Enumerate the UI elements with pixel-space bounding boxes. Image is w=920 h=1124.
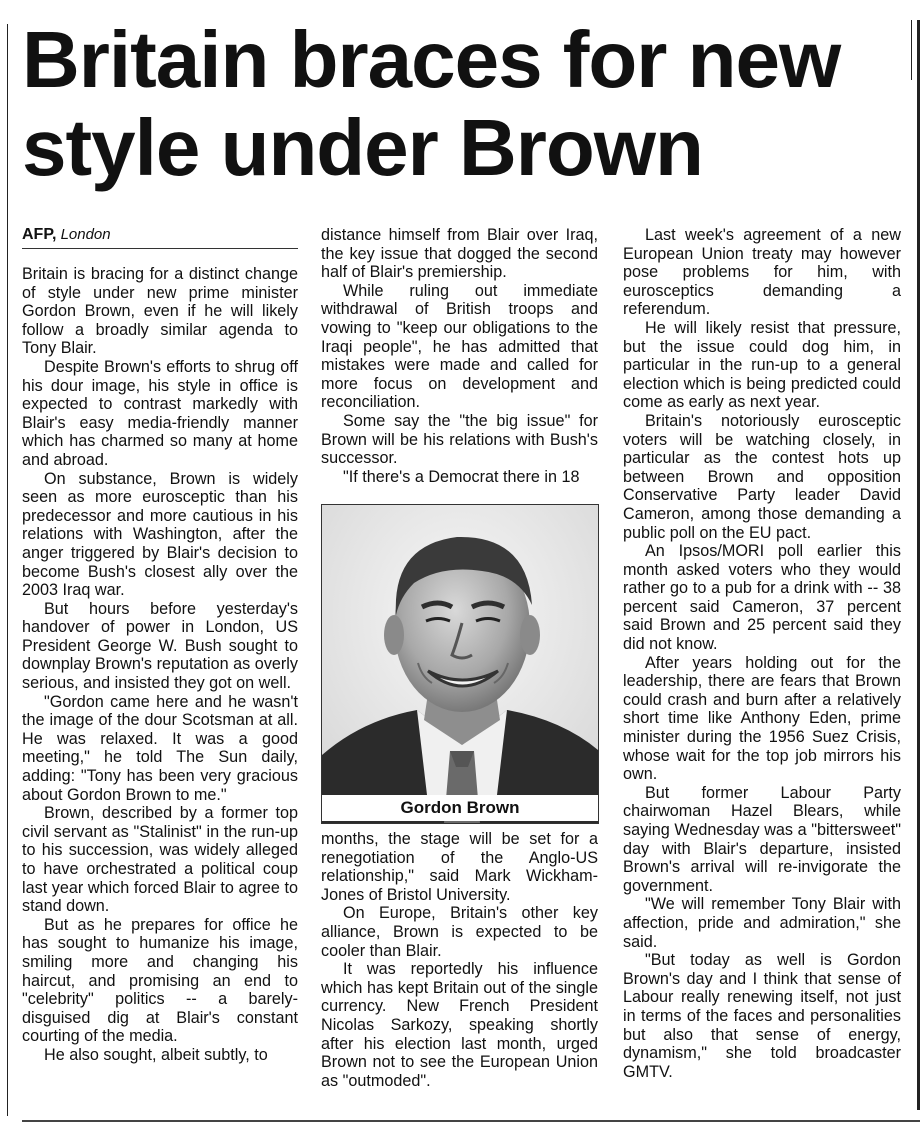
paragraph: "We will remember Tony Blair with affection, pride and admiration," she said. (623, 895, 901, 951)
paragraph: "If there's a Democrat there in 18 (343, 467, 580, 486)
paragraph: But hours before yesterday's handover of power in London, US President George W. Bush sought to downplay Brown's reputation as overly serious, and insisted they got on well. (22, 599, 298, 693)
paragraph: On substance, Brown is widely seen as more eurosceptic than his predecessor and more cautious in his relations with Washington, after the anger triggered by Blair's decision to become Bush's closest ally over the 2003 Iraq war. (22, 469, 298, 600)
column-3 (623, 226, 901, 1081)
paragraph: He also sought, albeit subtly, to (44, 1045, 268, 1064)
paragraph: distance himself from Blair over Iraq, the key issue that dogged the second half of Blair's premiership. (321, 226, 598, 282)
paragraph: "But today as well is Gordon Brown's day and I think that sense of Labour really renewing itself, not just in terms of the faces and personalities but also that sense of energy, dynamism," she told broadcaster GMTV. (623, 951, 901, 1081)
bottom-rule (22, 1120, 920, 1122)
paragraph: But former Labour Party chairwoman Hazel Blears, while saying Wednesday was a "bittersweet" day with Blair's departure, insisted Brown's arrival will re-invigorate the government. (623, 783, 901, 895)
right-column-rule-thin (911, 20, 912, 80)
paragraph: Some say the "the big issue" for Brown will be his relations with Bush's successor. (321, 411, 598, 468)
photo-caption: Gordon Brown (322, 795, 598, 821)
paragraph: But as he prepares for office he has sought to humanize his image, smiling more and changing his haircut, and promising an end to "celebrity" politics -- a barely-disguised dig at Blair's constant courting of the media. (22, 915, 298, 1046)
paragraph: On Europe, Britain's other key alliance, Brown is expected to be cooler than Blair. (321, 904, 598, 960)
byline-city: London (60, 226, 111, 243)
paragraph: After years holding out for the leadership, there are fears that Brown could crash and burn after a relatively short time like Anthony Eden, prime minister during the 1956 Suez Crisis, whose wait for the top job mirrors his own. (623, 653, 901, 784)
column-2-bottom (321, 830, 598, 1090)
paragraph: He will likely resist that pressure, but the issue could dog him, in particular in the run-up to a general election which is being predicted could come as early as next year. (623, 318, 901, 412)
paragraph: Britain's notoriously eurosceptic voters will be watching closely, in particular as the contest hots up between Brown and opposition Conservative Party leader David Cameron, among those demanding a public poll on the EU pact. (623, 411, 901, 542)
paragraph: "Gordon came here and he wasn't the image of the dour Scotsman at all. He was relaxed. It was a good meeting," he told The Sun daily, adding: "Tony has been very gracious about Gordon Brown to me." (22, 692, 298, 804)
paragraph: An Ipsos/MORI poll earlier this month asked voters who they would rather go to a pub for a drink with -- 38 percent said Cameron, 37 percent said Brown and 25 percent said they did not know. (623, 542, 901, 654)
paragraph: months, the stage will be set for a renegotiation of the Anglo-US relationship," said Mark Wickham-Jones of Bristol University. (321, 830, 598, 904)
byline-agency: AFP, (22, 226, 57, 243)
column-1 (22, 226, 298, 1065)
headline: Britain braces for new style under Brown (22, 15, 841, 192)
paragraph: Brown, described by a former top civil servant as "Stalinist" in the run-up to his succession, was widely alleged to have orchestrated a political coup last year which forced Blair to agree to stand down. (22, 804, 298, 916)
portrait-image (322, 505, 598, 823)
photo-gordon-brown (321, 504, 599, 824)
paragraph: While ruling out immediate withdrawal of British troops and vowing to "keep our obligations to the Iraqi people", he has admitted that mistakes were made and called for more focus on development and reconciliation. (321, 281, 598, 412)
paragraph: Britain is bracing for a distinct change of style under new prime minister Gordon Brown, even if he will likely follow a broadly similar agenda to Tony Blair. (22, 265, 298, 358)
paragraph: Last week's agreement of a new European Union treaty may however pose problems for him, with eurosceptics demanding a referendum. (623, 226, 901, 319)
column-2-top (321, 226, 598, 486)
paragraph: It was reportedly his influence which has kept Britain out of the single currency. New French President Nicolas Sarkozy, speaking shortly after his election last month, urged Brown not to see the European Union as "outmoded". (321, 960, 598, 1090)
left-column-rule (7, 24, 8, 1116)
byline (22, 226, 298, 249)
paragraph: Despite Brown's efforts to shrug off his dour image, his style in office is expected to contrast markedly with Blair's easy media-friendly manner which has charmed so many at home and abroad. (22, 357, 298, 469)
